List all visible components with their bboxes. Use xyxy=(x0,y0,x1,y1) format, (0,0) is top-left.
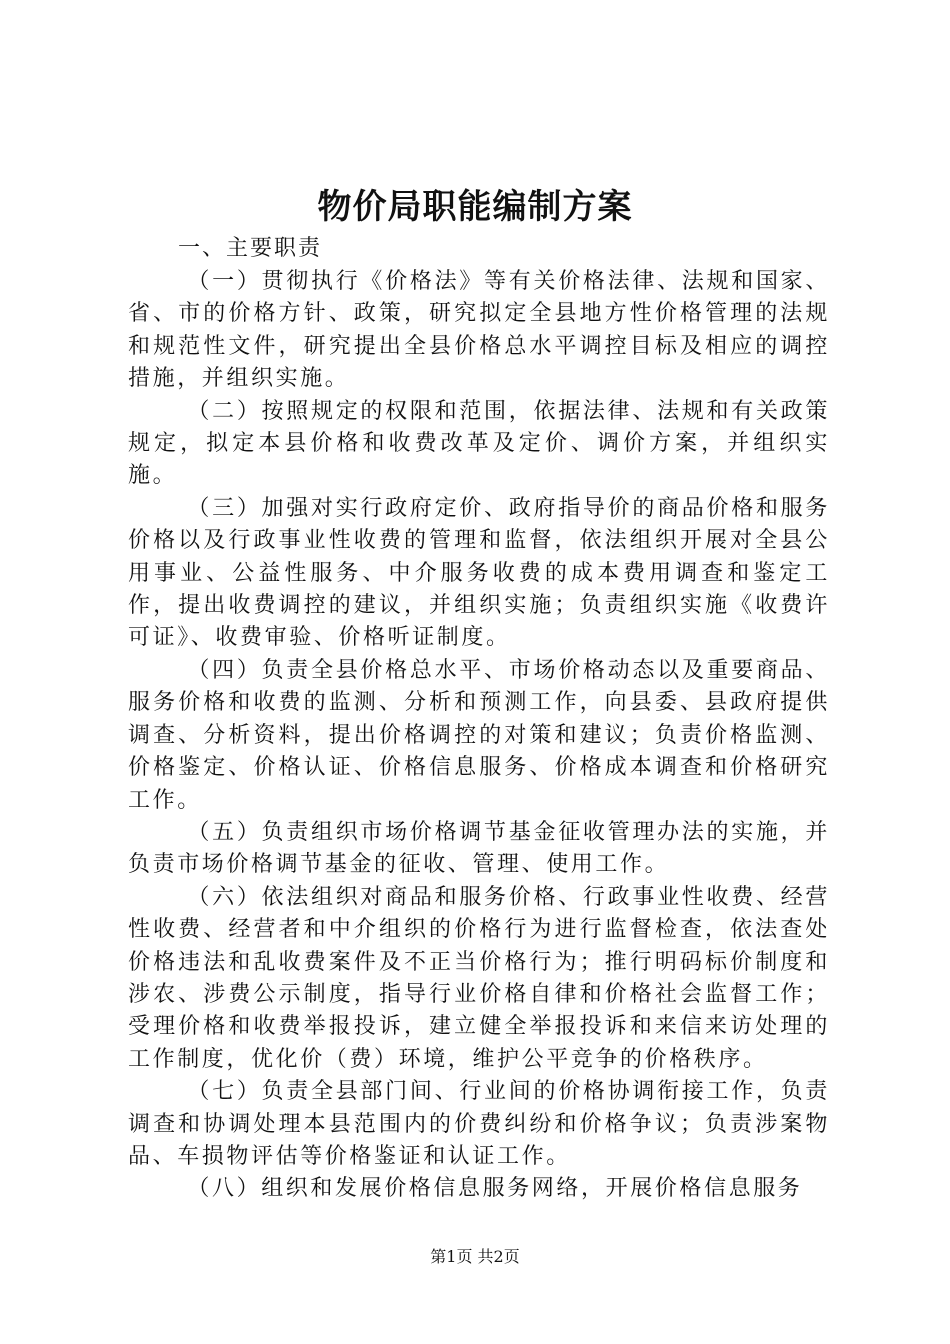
paragraph-6: （六）依法组织对商品和服务价格、行政事业性收费、经营性收费、经营者和中介组织的价格行为进行监督检查，依法查处价格违法和乱收费案件及不正当价格行为；推行明码标价制度和涉农、涉费公示制度，指导行业价格自律和价格社会监督工作；受理价格和收费举报投诉，建立健全举报投诉和来信来访处理的工作制度，优化价（费）环境，维护公平竞争的价格秩序。 xyxy=(128,884,830,1072)
paragraph-7: （七）负责全县部门间、行业间的价格协调衔接工作，负责调查和协调处理本县范围内的价费纠纷和价格争议；负责涉案物品、车损物评估等价格鉴证和认证工作。 xyxy=(128,1079,830,1169)
paragraph-2: （二）按照规定的权限和范围，依据法律、法规和有关政策规定，拟定本县价格和收费改革及定价、调价方案，并组织实施。 xyxy=(128,398,830,489)
page-footer: 第1页 共2页 xyxy=(430,1247,520,1266)
paragraph-4: （四）负责全县价格总水平、市场价格动态以及重要商品、服务价格和收费的监测、分析和预测工作，向县委、县政府提供调查、分析资料，提出价格调控的对策和建议；负责价格监测、价格鉴定、价格认证、价格信息服务、价格成本调查和价格研究工作。 xyxy=(128,657,830,813)
paragraph-8: （八）组织和发展价格信息服务网络，开展价格信息服务 xyxy=(187,1176,803,1202)
paragraph-5: （五）负责组织市场价格调节基金征收管理办法的实施，并负责市场价格调节基金的征收、管理、使用工作。 xyxy=(128,819,830,878)
paragraph-1: （一）贯彻执行《价格法》等有关价格法律、法规和国家、省、市的价格方针、政策，研究拟定全县地方性价格管理的法规和规范性文件，研究提出全县价格总水平调控目标及相应的调控措施，并组织实施。 xyxy=(128,269,830,392)
paragraph-3: （三）加强对实行政府定价、政府指导价的商品价格和服务价格以及行政事业性收费的管理和监督，依法组织开展对全县公用事业、公益性服务、中介服务收费的成本费用调查和鉴定工作，提出收费调控的建议，并组织实施；负责组织实施《收费许可证》、收费审验、价格听证制度。 xyxy=(128,495,830,651)
document-title: 物价局职能编制方案 xyxy=(317,187,633,227)
section-heading: 一、主要职责 xyxy=(178,236,323,261)
document-body xyxy=(128,266,830,1206)
